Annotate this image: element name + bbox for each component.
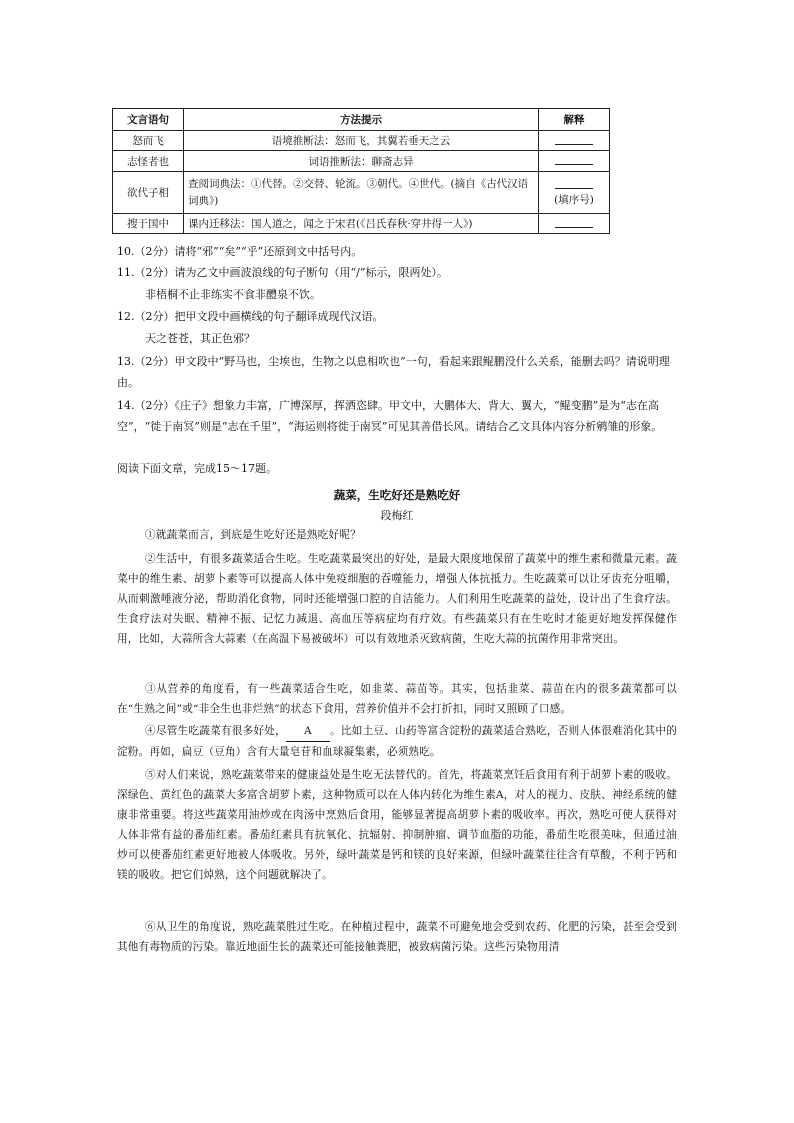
table-header-row: [113, 109, 610, 131]
blank-a[interactable]: A: [286, 721, 330, 742]
table-header: 文言语句: [113, 109, 184, 131]
table-header: 方法提示: [184, 109, 539, 131]
table-row: [113, 172, 610, 214]
table-cell-term: 志怪者也: [113, 151, 184, 172]
question-12: 12.（2分）把甲文段中画横线的句子翻译成现代汉语。: [117, 310, 384, 323]
fill-number-note: (填序号): [554, 194, 594, 206]
table-row: [113, 214, 610, 234]
vocab-method-table: [112, 108, 610, 234]
table-header: 解释: [539, 109, 610, 131]
table-cell-term: 欲代子相: [113, 172, 184, 214]
table-cell-hint: 课内迁移法：国人道之，闻之于宋君(《吕氏春秋·穿井得一人》): [184, 214, 539, 234]
table-cell-term: 搜于国中: [113, 214, 184, 234]
question-13: 13.（2分）甲文段中“野马也，尘埃也，生物之以息相吹也”一句，看起来跟鲲鹏没什么关系，能删去吗？请说明理由。: [117, 355, 670, 389]
paragraph-1: ①就蔬菜而言，到底是生吃好还是熟吃好呢？: [145, 529, 361, 541]
question-14: 14.（2分）《庄子》想象力丰富，广博深厚，挥洒恣肆。甲文中，大鹏体大、背大、翼大，“鲲变鹏”是为“志在高空”，“徙于南冥”则是“志在千里”，“海运则将徙于南冥”可见其善借长风。请结合乙文具体内容分析鹓雏的形象。: [117, 399, 663, 433]
paragraph-4: [117, 721, 677, 762]
table-cell-hint: 语境推断法：怒而飞，其翼若垂天之云: [184, 131, 539, 151]
answer-blank[interactable]: [539, 131, 610, 151]
paragraph-6: ⑥从卫生的角度说，熟吃蔬菜胜过生吃。在种植过程中，蔬菜不可避免地会受到农药、化肥的污染，甚至会受到其他有毒物质的污染。靠近地面生长的蔬菜还可能接触粪肥，被致病菌污染。这些污染物用清: [117, 921, 677, 953]
answer-blank[interactable]: [539, 172, 610, 214]
article-title: 蔬菜，生吃好还是熟吃好: [333, 488, 461, 502]
answer-blank[interactable]: [539, 214, 610, 234]
question-10: 10.（2分）请将“邪”“矣”“乎”还原到文中括号内。: [117, 245, 363, 258]
table-row: [113, 151, 610, 172]
question-11-sentence: 非梧桐不止非练实不食非醴泉不饮。: [145, 288, 321, 301]
answer-blank[interactable]: [539, 151, 610, 172]
table-cell-hint: 查阅词典法：①代替。②交替、轮流。③朝代。④世代。(摘自《古代汉语词典》): [184, 172, 539, 214]
reading-instruction: 阅读下面文章，完成15～17题。: [117, 462, 277, 475]
table-row: [113, 131, 610, 151]
paragraph-2: ②生活中，有很多蔬菜适合生吃。生吃蔬菜最突出的好处，是最大限度地保留了蔬菜中的维生素和微量元素。蔬菜中的维生素、胡萝卜素等可以提高人体中免疫细胞的吞噬能力，增强人体抗抵力。生吃蔬菜可以让牙齿充分咀嚼，从而刺激唾液分泌，帮助消化食物，同时还能增强口腔的自洁能力。人们利用生吃蔬菜的益处，设计出了生食疗法。生食疗法对失眠、精神不振、记忆力减退、高血压等病症均有疗效。有些蔬菜只有在生吃时才能更好地发挥保健作用，比如，大蒜所含大蒜素（在高温下易被破坏）可以有效地杀灭致病菌，生吃大蒜的抗菌作用非常突出。: [117, 553, 677, 645]
paragraph-3: ③从营养的角度看，有一些蔬菜适合生吃，如韭菜、蒜苗等。其实，包括韭菜、蒜苗在内的很多蔬菜都可以在“生熟之间”或“非全生也非烂熟”的状态下食用，营养价值并不会打折扣，同时又照顾了口感。: [117, 683, 677, 715]
paragraph-5: ⑤对人们来说，熟吃蔬菜带来的健康益处是生吃无法替代的。首先，将蔬菜烹饪后食用有利于胡萝卜素的吸收。深绿色、黄红色的蔬菜大多富含胡萝卜素，这种物质可以在人体内转化为维生素A，对人的视力、皮肤、神经系统的健康非常重要。将这些蔬菜用油炒或在肉汤中烹熟后食用，能够显著提高胡萝卜素的吸收率。再次，熟吃可使人获得对人体非常有益的番茄红素。番茄红素具有抗氧化、抗辐射、抑制肿瘤、调节血脂的功能，番茄生吃很美味，但通过油炒可以使番茄红素更好地被人体吸收。另外，绿叶蔬菜是钙和镁的良好来源，但绿叶蔬菜往往含有草酸，不利于钙和镁的吸收。把它们焯熟，这个问题就解决了。: [117, 769, 677, 881]
paragraph-4-before: ④尽管生吃蔬菜有很多好处，: [145, 725, 286, 737]
paragraph-4-after: 。比如土豆、山药等富含淀粉的蔬菜适合熟吃，否则人体很难消化其中的淀粉。再如，扁豆（豆角）含有大量皂苷和血球凝集素，必须熟吃。: [117, 725, 677, 758]
table-cell-hint: 词语推断法：聊斋志异: [184, 151, 539, 172]
question-12-sentence: 天之苍苍，其正色邪？: [145, 332, 255, 345]
table-cell-term: 怒而飞: [113, 131, 184, 151]
question-11: 11.（2分）请为乙文中画波浪线的句子断句（用“/”标示，限两处）。: [117, 266, 448, 279]
article-author: 段梅红: [380, 509, 414, 522]
